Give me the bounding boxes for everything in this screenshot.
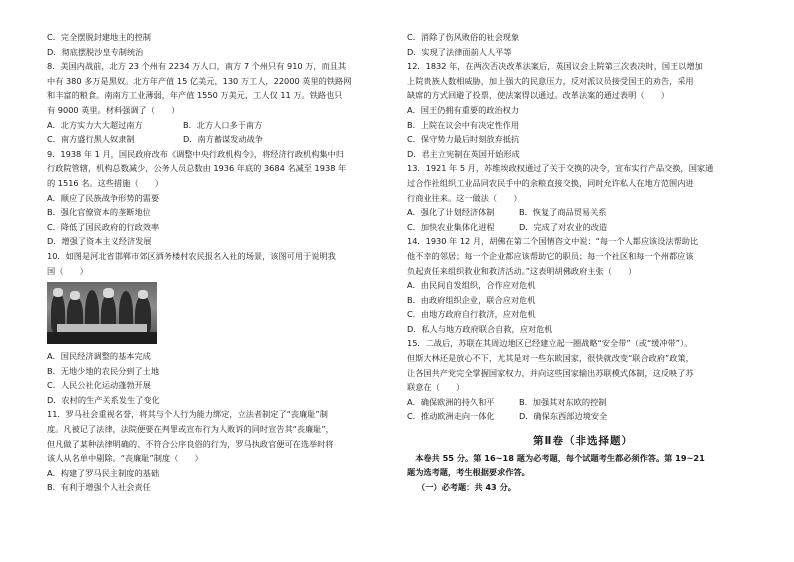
option-d: D．增强了资本主义经济发展 (47, 236, 152, 247)
option-row (407, 220, 759, 235)
question-text: 行商业往来。这一做法（ ） (407, 192, 522, 203)
option-a: A．构建了罗马民主制度的基础 (47, 467, 160, 478)
left-column (47, 30, 399, 495)
option-row (47, 118, 399, 133)
section-instructions: 本卷共 55 分。第 16~18 题为必考题，每个试题考生都必须作答。第 19~21 (407, 452, 705, 463)
question-text: 国（ ） (47, 265, 88, 276)
question-text: 负起责任来组织救业和救济活动。”这表明胡佛政府主张（ ） (407, 265, 637, 276)
question-12 (407, 59, 759, 161)
section-instructions: 题为选考题，考生根据要求作答。 (407, 467, 530, 478)
option-d: D．君主立宪制在英国开始形成 (407, 148, 520, 159)
question-text: 有 9000 英里。材料强调了（ ） (47, 104, 180, 115)
question-11 (47, 407, 399, 495)
option-b: B．有利于增强个人社会责任 (47, 482, 151, 493)
question-text: 9．1938 年 1 月，国民政府改布《调整中央行政机构令》，将经济行政机构集中归 (47, 148, 344, 159)
question-text: 13．1921 年 5 月，苏维埃政权通过了关于交换的决令，宣布实行产品交换，国家通 (407, 163, 714, 174)
option-row (407, 409, 759, 424)
village-enrollment-photo (47, 282, 157, 344)
option-c: C．人民公社化运动蓬勃开展 (47, 380, 151, 391)
option-b: B．北方人口多于南方 (183, 119, 263, 130)
option-line: D．实现了法律面前人人平等 (407, 46, 512, 57)
option-line: C．完全摆脱封建地主的控制 (47, 32, 151, 42)
option-c: C．推动欧洲走向一体化 (407, 411, 495, 422)
option-d: D．农村的生产关系发生了变化 (47, 394, 160, 405)
section-title: 第Ⅱ卷（非选择题） (533, 435, 633, 448)
question-text: 11．罗马社会重视名誉，将其与个人行为能力绑定，立法者制定了“丧廉耻”制 (47, 409, 328, 420)
option-c: C．加快农业集体化进程 (407, 221, 495, 232)
question-text: 让各国共产党完全掌握国家权力，并向这些国家输出苏联模式体制，这反映了苏 (407, 367, 694, 378)
option-a: A．北方实力大大超过南方 (47, 119, 143, 130)
question-text: 上院贵族人数相威胁，加上强大的民意压力，反对派议员接受国王的劝告，采用 (407, 75, 694, 86)
option-a: A．由民间自发组织，合作应对危机 (407, 280, 536, 291)
question-text: 8．美国内战前，北方 23 个州有 2234 万人口，南方 7 个州只有 910 万，而且其 (47, 61, 347, 72)
subsection-heading: （一）必考题：共 43 分。 (417, 481, 516, 492)
question-text: 度。凡被记了法律，法院便要在判罪或宣布行为人败诉的同时宣告其“丧廉耻”， (47, 424, 334, 435)
option-c: C．由地方政府自行救济，应对危机 (407, 309, 536, 320)
option-d: D．确保东西部边境安全 (519, 411, 608, 422)
question-10 (47, 249, 399, 408)
question-text: 他不幸的邻居；每一个企业都应该帮助它的职员；每一个社区和每一个州都应该 (407, 250, 694, 261)
question-text: 该人从名单中剔除。“丧廉耻”制度（ ） (47, 453, 203, 464)
question-15 (407, 336, 759, 424)
option-a: A．国王仍拥有重要的政治权力 (407, 104, 520, 115)
option-row (407, 395, 759, 410)
question-text: 10．如图是河北省邯郸市郊区酒务楼村农民报名入社的场景，该图可用于说明我 (47, 250, 336, 261)
question-text: 缺席的方式回避了投票，使法案得以通过。改革法案的通过表明（ ） (407, 90, 670, 101)
option-a: A．强化了计划经济体制 (407, 207, 495, 218)
question-text: 和丰富的粮食。南南方工业薄弱，年产值 1550 万美元，工人仅 11 万。铁路也只 (47, 90, 343, 101)
option-line: D．彻底摆脱沙皇专制统治 (47, 46, 144, 57)
question-text: 中有 380 多万是黑奴。北方年产值 15 亿美元，130 万工人，22000 英里的铁路网 (47, 75, 352, 86)
option-a: A．国民经济调整的基本完成 (47, 351, 151, 362)
option-b: B．加强其对东欧的控制 (519, 396, 607, 407)
option-c: C．降低了国民政府的行政效率 (47, 221, 160, 232)
option-row (47, 132, 399, 147)
option-d: D．完成了对农业的改造 (519, 221, 608, 232)
option-a: A．顺应了民族战争形势的需要 (47, 192, 160, 203)
option-b: B．强化官僚资本的垄断地位 (47, 207, 151, 218)
option-c: C．南方盛行黑人奴隶制 (47, 134, 135, 145)
section-2 (407, 434, 759, 494)
question-13 (407, 161, 759, 234)
question-8 (47, 59, 399, 147)
question-14 (407, 234, 759, 336)
question-9 (47, 147, 399, 249)
question-text: 14．1930 年 12 月，胡佛在第二个国情咨文中说：“每一个人都应该设法帮助比 (407, 236, 699, 247)
option-d: D．私人与地方政府联合自救，应对危机 (407, 323, 553, 334)
question-text: 但凡做了某种法律明确的、不符合公序良俗的行为，罗马执政官便可在选举时将 (47, 438, 334, 449)
question-text: 12．1832 年，在两次否决改革法案后，英国议会上院第三次表决时，国王以增加 (407, 61, 703, 72)
question-text: 行政院管辖，机构总数减少，公务人员总数由 1936 年底的 3684 名减至 1938 年 (47, 163, 347, 174)
question-text: 但斯大林还是放心不下，尤其是对一些东欧国家，很快就改变“联合政府”政策， (407, 353, 694, 364)
option-b: B．由政府组织企业，联合应对危机 (407, 294, 536, 305)
option-c: C．保守势力最后时刻放弃抵抗 (407, 134, 520, 145)
question-text: 联意在（ ） (407, 382, 465, 393)
question-text: 的 1516 名。这些措施（ ） (47, 177, 164, 188)
option-b: B．恢复了商品贸易关系 (519, 207, 607, 218)
option-a: A．确保欧洲的持久和平 (407, 396, 495, 407)
option-line: C．消除了伤风败俗的社会现象 (407, 32, 520, 42)
option-d: D．南方蓄谋发动战争 (183, 134, 263, 145)
question-text: 15．二战后，苏联在其周边地区已经建立起一圈战略“安全带”（或“缓冲带”）。 (407, 338, 693, 349)
right-column (407, 30, 759, 494)
option-b: B．上院在议会中有决定性作用 (407, 119, 520, 130)
question-text: 过合作社组织工业品同农民手中的余粮直接交换，同时允许私人在地方范围内进 (407, 177, 694, 188)
option-row (407, 205, 759, 220)
option-b: B．无地少地的农民分到了土地 (47, 365, 160, 376)
